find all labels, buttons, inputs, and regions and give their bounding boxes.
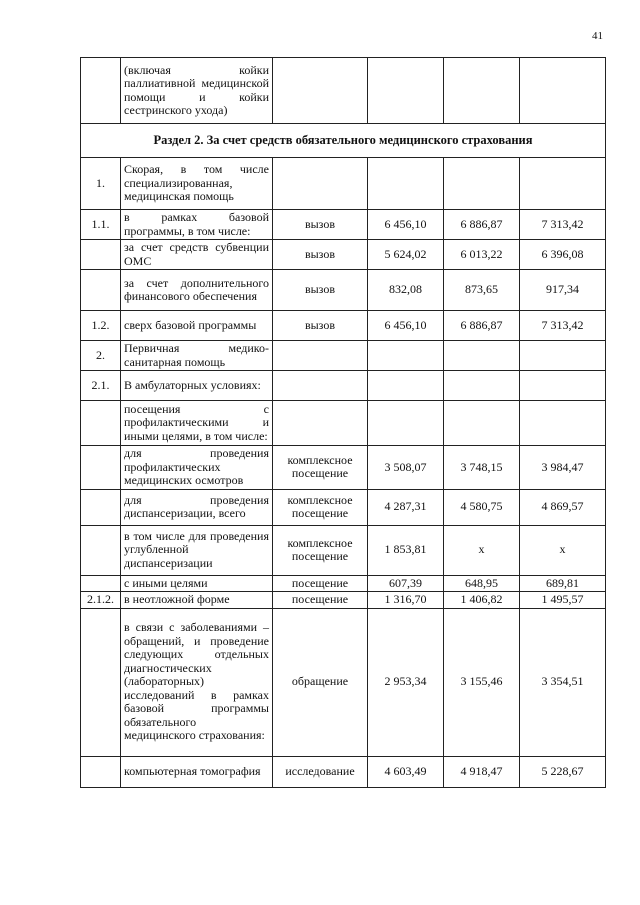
row-value-3: 4 869,57 bbox=[520, 489, 606, 525]
row-value-1: 4 603,49 bbox=[368, 756, 444, 787]
table-row bbox=[81, 592, 606, 609]
table-row bbox=[81, 446, 606, 490]
table-row bbox=[81, 240, 606, 270]
table-row bbox=[81, 525, 606, 575]
row-value-3 bbox=[520, 371, 606, 401]
row-value-2: 873,65 bbox=[444, 270, 520, 311]
row-unit: комплексное посещение bbox=[273, 489, 368, 525]
row-value-2: 4 918,47 bbox=[444, 756, 520, 787]
table-body-continued bbox=[81, 58, 606, 124]
row-value-1: 1 853,81 bbox=[368, 525, 444, 575]
row-number bbox=[81, 240, 121, 270]
row-number bbox=[81, 270, 121, 311]
section-title: Раздел 2. За счет средств обязательного медицинского страхования bbox=[81, 124, 606, 158]
row-value-1 bbox=[368, 401, 444, 446]
row-number bbox=[81, 608, 121, 756]
row-value-3: 1 495,57 bbox=[520, 592, 606, 609]
section-header-body bbox=[81, 124, 606, 158]
row-number bbox=[81, 446, 121, 490]
row-unit: вызов bbox=[273, 311, 368, 341]
row-number bbox=[81, 489, 121, 525]
row-value-2: 3 155,46 bbox=[444, 608, 520, 756]
row-value-1: 1 316,70 bbox=[368, 592, 444, 609]
row-unit bbox=[273, 158, 368, 210]
row-value-3: 689,81 bbox=[520, 575, 606, 592]
row-number bbox=[81, 401, 121, 446]
row-description: (включая койки паллиативной медицинской помощи и койки сестринского ухода) bbox=[121, 58, 273, 124]
row-value-1 bbox=[368, 58, 444, 124]
row-unit bbox=[273, 401, 368, 446]
row-value-1: 5 624,02 bbox=[368, 240, 444, 270]
row-value-3: 7 313,42 bbox=[520, 210, 606, 240]
table-row bbox=[81, 371, 606, 401]
row-value-3: 7 313,42 bbox=[520, 311, 606, 341]
row-unit: посещение bbox=[273, 592, 368, 609]
row-value-2: 648,95 bbox=[444, 575, 520, 592]
row-value-3: 6 396,08 bbox=[520, 240, 606, 270]
row-value-2: 6 886,87 bbox=[444, 311, 520, 341]
row-number: 2. bbox=[81, 341, 121, 371]
table-row bbox=[81, 608, 606, 756]
row-value-3: 917,34 bbox=[520, 270, 606, 311]
row-description: Первичная медико-санитарная помощь bbox=[121, 341, 273, 371]
row-description: в том числе для проведения углубленной диспансеризации bbox=[121, 525, 273, 575]
row-unit bbox=[273, 58, 368, 124]
row-value-3 bbox=[520, 401, 606, 446]
table-row bbox=[81, 575, 606, 592]
table-row bbox=[81, 401, 606, 446]
row-description: в неотложной форме bbox=[121, 592, 273, 609]
row-value-2: 1 406,82 bbox=[444, 592, 520, 609]
row-description: Скорая, в том числе специализированная, медицинская помощь bbox=[121, 158, 273, 210]
table-row bbox=[81, 341, 606, 371]
row-unit bbox=[273, 371, 368, 401]
row-description: для проведения профилактических медицинских осмотров bbox=[121, 446, 273, 490]
row-value-3: 5 228,67 bbox=[520, 756, 606, 787]
row-unit: вызов bbox=[273, 210, 368, 240]
row-number: 2.1.2. bbox=[81, 592, 121, 609]
row-value-2: 6 013,22 bbox=[444, 240, 520, 270]
row-number bbox=[81, 525, 121, 575]
row-value-2: 3 748,15 bbox=[444, 446, 520, 490]
row-description: за счет дополнительного финансового обеспечения bbox=[121, 270, 273, 311]
row-unit: вызов bbox=[273, 270, 368, 311]
row-value-1: 607,39 bbox=[368, 575, 444, 592]
row-number bbox=[81, 756, 121, 787]
row-value-2 bbox=[444, 158, 520, 210]
row-value-1: 832,08 bbox=[368, 270, 444, 311]
row-description: с иными целями bbox=[121, 575, 273, 592]
row-value-3 bbox=[520, 58, 606, 124]
row-unit: вызов bbox=[273, 240, 368, 270]
row-value-1: 3 508,07 bbox=[368, 446, 444, 490]
row-number: 1.1. bbox=[81, 210, 121, 240]
table-row bbox=[81, 210, 606, 240]
table-body bbox=[81, 158, 606, 788]
row-number bbox=[81, 58, 121, 124]
page-number: 41 bbox=[592, 30, 603, 42]
row-description: в рамках базовой программы, в том числе: bbox=[121, 210, 273, 240]
row-value-1: 2 953,34 bbox=[368, 608, 444, 756]
row-value-3: х bbox=[520, 525, 606, 575]
row-value-3 bbox=[520, 158, 606, 210]
row-description: компьютерная томография bbox=[121, 756, 273, 787]
row-value-1: 6 456,10 bbox=[368, 210, 444, 240]
row-value-2: 6 886,87 bbox=[444, 210, 520, 240]
table-row bbox=[81, 58, 606, 124]
row-description: посещения с профилактическими и иными целями, в том числе: bbox=[121, 401, 273, 446]
table-row bbox=[81, 756, 606, 787]
row-value-3: 3 984,47 bbox=[520, 446, 606, 490]
row-value-2 bbox=[444, 341, 520, 371]
row-value-2 bbox=[444, 401, 520, 446]
row-value-1 bbox=[368, 371, 444, 401]
row-number: 1.2. bbox=[81, 311, 121, 341]
row-unit: комплексное посещение bbox=[273, 525, 368, 575]
table-row bbox=[81, 311, 606, 341]
row-value-3 bbox=[520, 341, 606, 371]
tariff-table bbox=[80, 57, 606, 788]
row-value-2: 4 580,75 bbox=[444, 489, 520, 525]
row-description: для проведения диспансеризации, всего bbox=[121, 489, 273, 525]
row-number bbox=[81, 575, 121, 592]
row-value-1: 4 287,31 bbox=[368, 489, 444, 525]
row-value-2 bbox=[444, 371, 520, 401]
table-row bbox=[81, 270, 606, 311]
row-unit: посещение bbox=[273, 575, 368, 592]
row-unit: обращение bbox=[273, 608, 368, 756]
row-value-2: х bbox=[444, 525, 520, 575]
row-unit bbox=[273, 341, 368, 371]
row-value-1 bbox=[368, 341, 444, 371]
row-number: 2.1. bbox=[81, 371, 121, 401]
table-row bbox=[81, 489, 606, 525]
section-header-row bbox=[81, 124, 606, 158]
row-value-2 bbox=[444, 58, 520, 124]
row-number: 1. bbox=[81, 158, 121, 210]
row-value-1: 6 456,10 bbox=[368, 311, 444, 341]
table-row bbox=[81, 158, 606, 210]
row-description: в связи с заболеваниями – обращений, и проведение следующих отдельных диагностических (лабораторных) исследований в рамках базовой программы обязательного медицинского страхования: bbox=[121, 608, 273, 756]
row-value-3: 3 354,51 bbox=[520, 608, 606, 756]
row-description: В амбулаторных условиях: bbox=[121, 371, 273, 401]
row-description: за счет средств субвенции ОМС bbox=[121, 240, 273, 270]
row-description: сверх базовой программы bbox=[121, 311, 273, 341]
row-unit: комплексное посещение bbox=[273, 446, 368, 490]
row-unit: исследование bbox=[273, 756, 368, 787]
row-value-1 bbox=[368, 158, 444, 210]
